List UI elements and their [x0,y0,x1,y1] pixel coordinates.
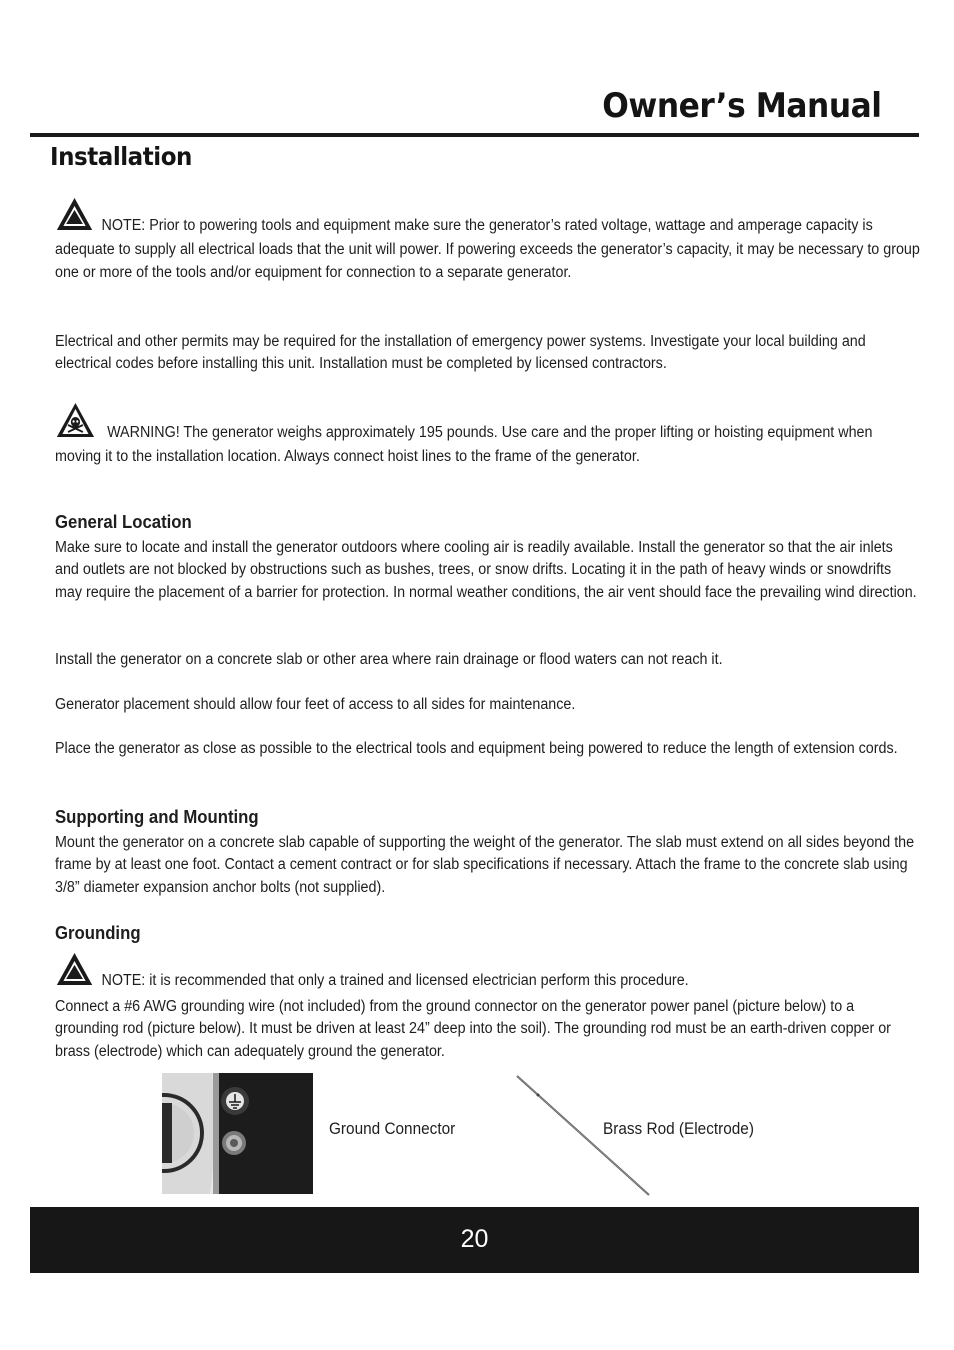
supporting-p1: Mount the generator on a concrete slab capable of supporting the weight of the generator. The slab must extend on all sides beyond the frame by at least one foot. Contact a cement contract or for slab specifications if necessary. Attach the frame to the concrete slab using 3/8” diameter expansion anchor bolts (not supplied). [55,834,915,896]
grounding-p1: Connect a #6 AWG grounding wire (not included) from the ground connector on the generator power panel (picture below) to a grounding rod (picture below). It must be driven at least 24” deep into the soil). The grounding rod must be an earth-driven copper or brass (electrode) which can adequately ground the generator. [55,998,891,1060]
grounding-note-text: NOTE: it is recommended that only a trained and licensed electrician perform this procedure. [101,972,689,989]
brass-rod-caption: Brass Rod (Electrode) [603,1120,754,1138]
note-capacity-paragraph [55,196,920,284]
general-location-heading: General Location [55,512,192,532]
warning-triangle-icon [55,951,94,994]
general-location-p3: Generator placement should allow four feet of access to all sides for maintenance. [55,696,576,713]
footer-bar [30,1207,919,1273]
header-rule [30,133,919,137]
general-location-p2: Install the generator on a concrete slab or other area where rain drainage or flood waters can not reach it. [55,651,723,668]
section-title: Installation [50,142,192,171]
warning-weight-text: WARNING! The generator weighs approximately 195 pounds. Use care and the proper lifting or hoisting equipment when moving it to the installation location. Always connect hoist lines to the frame of the generator. [55,424,873,466]
warning-triangle-icon [55,196,94,239]
permits-paragraph: Electrical and other permits may be required for the installation of emergency power systems. Investigate your local building and electrical codes before installing this unit. Installation must be completed by licensed contractors. [55,333,866,373]
grounding-heading: Grounding [55,923,141,943]
ground-connector-caption: Ground Connector [329,1120,456,1138]
general-location-p4: Place the generator as close as possible to the electrical tools and equipment being powered to reduce the length of extension cords. [55,740,898,757]
skull-crossbones-icon [55,401,96,446]
supporting-heading: Supporting and Mounting [55,807,259,827]
ground-connector-photo [162,1073,313,1194]
warning-weight-paragraph [55,401,920,469]
page-number: 20 [460,1225,489,1253]
general-location-p1: Make sure to locate and install the generator outdoors where cooling air is readily available. Install the generator so that the air inlets and outlets are not blocked by obstructions such as bushes, trees, or snow drifts. Locating it in the path of heavy winds or snowdrifts may require the placement of a barrier for protection. In normal weather conditions, the air vent should face the prevailing wind direction. [55,539,917,601]
note-capacity-text: NOTE: Prior to powering tools and equipment make sure the generator’s rated voltage, wattage and amperage capacity is adequate to supply all electrical loads that the unit will power. If powering exceeds the generator’s capacity, it may be necessary to group one or more of the tools and/or equipment for connection to a separate generator. [55,217,920,281]
header-title: Owner’s Manual [602,86,882,126]
grounding-note-paragraph [55,951,920,994]
